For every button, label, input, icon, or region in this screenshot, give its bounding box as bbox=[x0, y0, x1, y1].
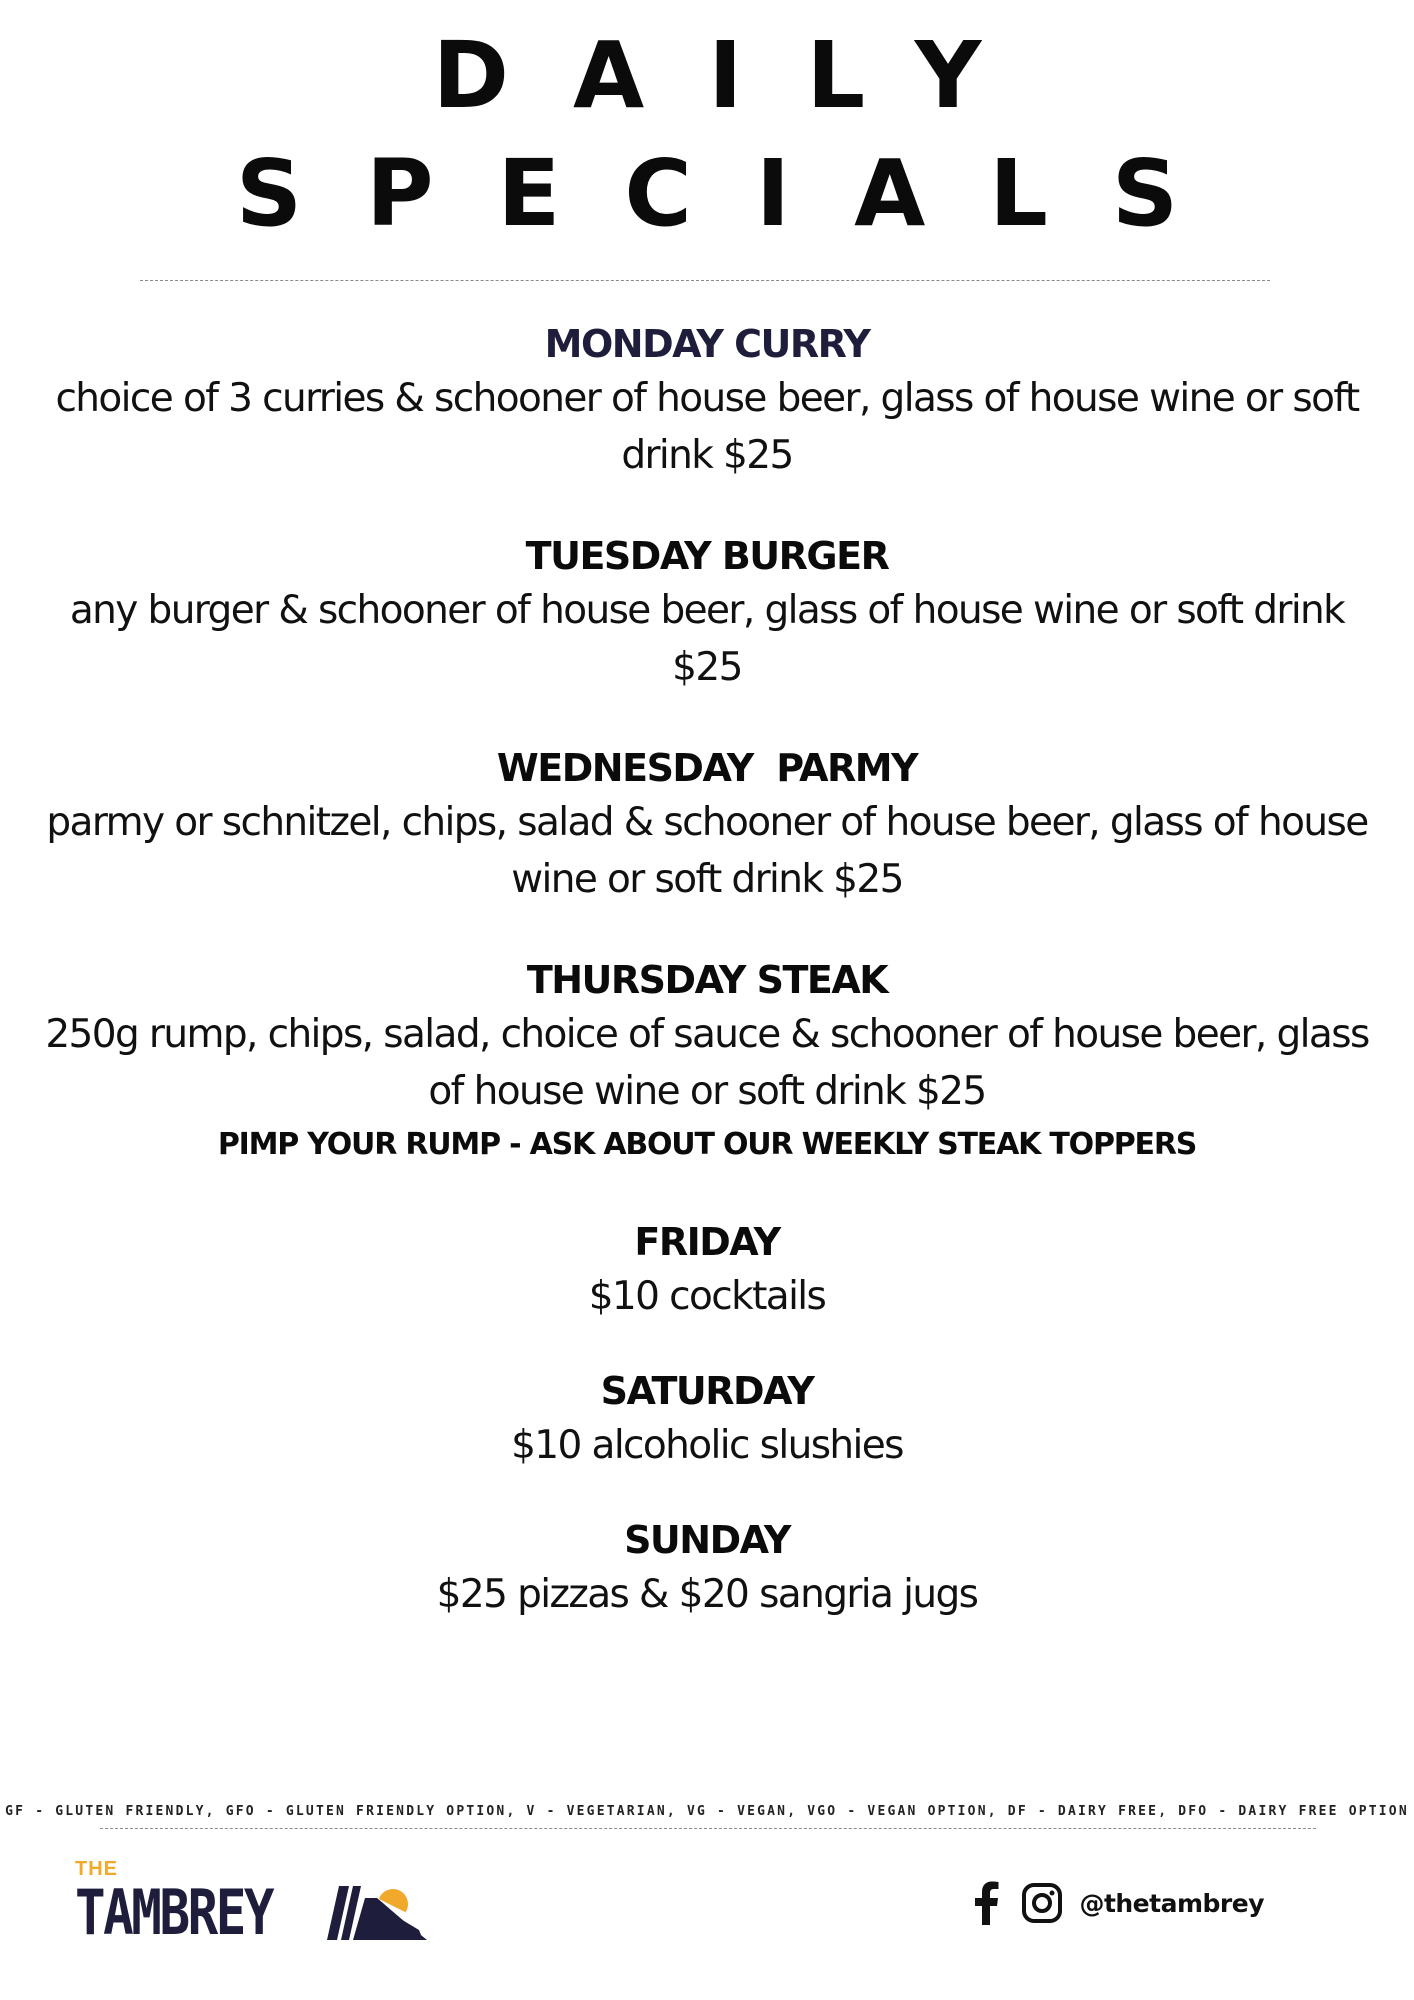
logo-mountain-sun-icon bbox=[327, 1878, 439, 1940]
special-note: PIMP YOUR RUMP - ASK ABOUT OUR WEEKLY STEAK TOPPERS bbox=[217, 1127, 1197, 1162]
instagram-icon[interactable] bbox=[1021, 1882, 1063, 1924]
logo-the-text: THE bbox=[75, 1858, 118, 1880]
special-description: any burger & schooner of house beer, glass of house wine or soft drink $25 bbox=[69, 588, 1345, 690]
special-title: SUNDAY bbox=[624, 1518, 790, 1562]
divider-bottom bbox=[100, 1828, 1316, 1829]
special-description: 250g rump, chips, salad, choice of sauce & schooner of house beer, glass of house wine or soft drink $25 bbox=[45, 1012, 1369, 1114]
social-links bbox=[971, 1878, 1264, 1928]
page-title-line2: SPECIALS bbox=[235, 140, 1243, 247]
special-description: parmy or schnitzel, chips, salad & schooner of house beer, glass of house wine or soft drink $25 bbox=[46, 800, 1368, 902]
special-description: choice of 3 curries & schooner of house beer, glass of house wine or soft drink $25 bbox=[55, 376, 1359, 478]
dietary-legend: GF - GLUTEN FRIENDLY, GFO - GLUTEN FRIENDLY OPTION, V - VEGETARIAN, VG - VEGAN, VGO - VEGAN OPTION, DF - DAIRY FREE, DFO - DAIRY FREE OPTION bbox=[5, 1804, 1409, 1819]
special-tuesday bbox=[30, 530, 1384, 696]
special-description: $10 cocktails bbox=[588, 1274, 826, 1319]
special-wednesday bbox=[30, 742, 1384, 908]
social-handle[interactable]: @thetambrey bbox=[1079, 1888, 1264, 1918]
special-title: WEDNESDAY PARMY bbox=[496, 746, 918, 790]
tambrey-logo bbox=[75, 1858, 435, 1958]
divider-top bbox=[140, 280, 1270, 281]
facebook-icon[interactable] bbox=[971, 1881, 1001, 1925]
special-saturday bbox=[30, 1365, 1384, 1474]
special-description: $25 pizzas & $20 sangria jugs bbox=[436, 1572, 978, 1617]
special-sunday bbox=[30, 1514, 1384, 1623]
page-title-line1: DAILY bbox=[432, 22, 1046, 129]
special-monday bbox=[30, 318, 1384, 484]
special-title: THURSDAY STEAK bbox=[526, 958, 888, 1002]
special-title: MONDAY CURRY bbox=[544, 322, 870, 366]
special-title: SATURDAY bbox=[600, 1369, 814, 1413]
logo-name-text: TAMBREY bbox=[75, 1876, 273, 1949]
specials-list bbox=[30, 318, 1384, 1663]
special-friday bbox=[30, 1216, 1384, 1325]
special-thursday bbox=[30, 954, 1384, 1170]
special-description: $10 alcoholic slushies bbox=[511, 1423, 903, 1468]
special-title: TUESDAY BURGER bbox=[525, 534, 889, 578]
special-title: FRIDAY bbox=[634, 1220, 780, 1264]
